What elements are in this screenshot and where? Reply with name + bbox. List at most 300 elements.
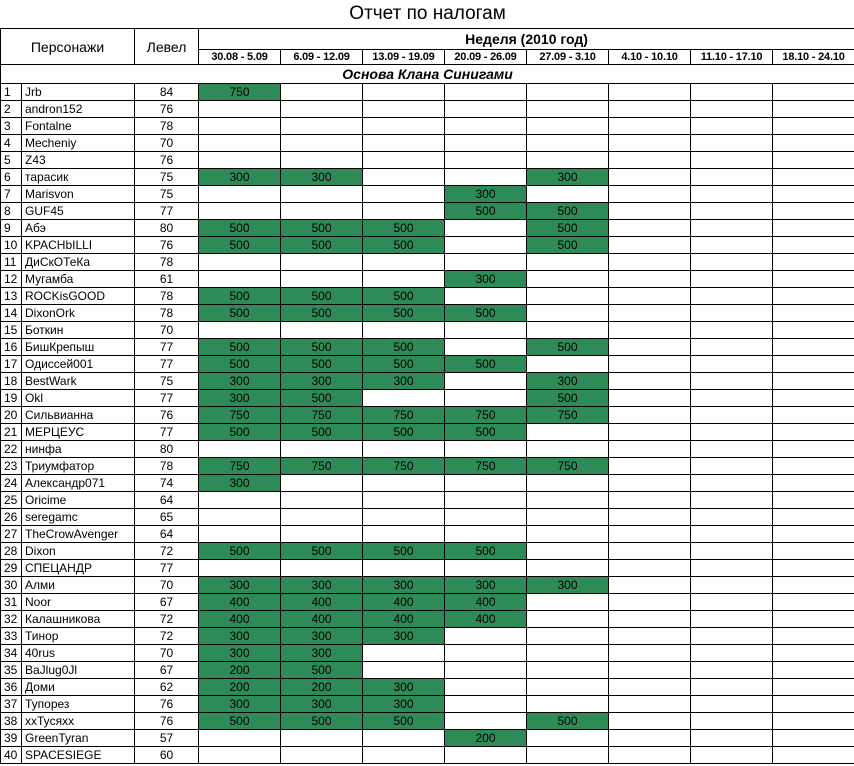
- tax-paid-cell: 300: [281, 373, 363, 390]
- character-level: 80: [135, 220, 199, 237]
- tax-empty-cell: [527, 118, 609, 135]
- character-level: 57: [135, 730, 199, 747]
- row-number: 1: [1, 84, 22, 101]
- character-name: ДиСкОТеКа: [22, 254, 135, 271]
- tax-empty-cell: [691, 560, 773, 577]
- tax-paid-cell: 400: [199, 611, 281, 628]
- tax-empty-cell: [281, 118, 363, 135]
- tax-empty-cell: [445, 560, 527, 577]
- character-level: 65: [135, 509, 199, 526]
- tax-empty-cell: [363, 441, 445, 458]
- tax-empty-cell: [527, 152, 609, 169]
- tax-empty-cell: [691, 322, 773, 339]
- character-name: МЕРЦЕУС: [22, 424, 135, 441]
- tax-empty-cell: [281, 560, 363, 577]
- tax-empty-cell: [527, 594, 609, 611]
- tax-empty-cell: [691, 594, 773, 611]
- tax-paid-cell: 500: [363, 237, 445, 254]
- tax-empty-cell: [445, 84, 527, 101]
- tax-empty-cell: [609, 203, 691, 220]
- tax-paid-cell: 750: [363, 407, 445, 424]
- tax-empty-cell: [691, 203, 773, 220]
- tax-empty-cell: [363, 203, 445, 220]
- tax-empty-cell: [609, 220, 691, 237]
- tax-empty-cell: [691, 101, 773, 118]
- tax-empty-cell: [445, 220, 527, 237]
- week-header: 20.09 - 26.09: [445, 50, 527, 65]
- character-level: 78: [135, 305, 199, 322]
- tax-paid-cell: 500: [363, 424, 445, 441]
- row-number: 19: [1, 390, 22, 407]
- character-level: 70: [135, 577, 199, 594]
- tax-empty-cell: [691, 611, 773, 628]
- table-row: [1, 169, 854, 186]
- character-level: 62: [135, 679, 199, 696]
- section-row: [1, 65, 854, 84]
- tax-paid-cell: 500: [445, 305, 527, 322]
- tax-paid-cell: 500: [281, 237, 363, 254]
- tax-paid-cell: 300: [199, 390, 281, 407]
- tax-empty-cell: [609, 679, 691, 696]
- tax-empty-cell: [691, 220, 773, 237]
- tax-empty-cell: [281, 271, 363, 288]
- character-name: 40rus: [22, 645, 135, 662]
- row-number: 33: [1, 628, 22, 645]
- tax-empty-cell: [691, 526, 773, 543]
- character-level: 84: [135, 84, 199, 101]
- tax-empty-cell: [281, 730, 363, 747]
- table-row: [1, 407, 854, 424]
- tax-empty-cell: [609, 509, 691, 526]
- tax-empty-cell: [773, 730, 854, 747]
- tax-empty-cell: [609, 611, 691, 628]
- tax-empty-cell: [691, 424, 773, 441]
- character-name: Калашникова: [22, 611, 135, 628]
- character-name: Доми: [22, 679, 135, 696]
- tax-empty-cell: [527, 662, 609, 679]
- tax-empty-cell: [199, 747, 281, 764]
- tax-paid-cell: 300: [363, 373, 445, 390]
- tax-paid-cell: 400: [445, 594, 527, 611]
- tax-paid-cell: 500: [199, 339, 281, 356]
- row-number: 34: [1, 645, 22, 662]
- tax-paid-cell: 750: [281, 407, 363, 424]
- tax-empty-cell: [691, 730, 773, 747]
- tax-empty-cell: [609, 628, 691, 645]
- tax-paid-cell: 500: [281, 424, 363, 441]
- tax-empty-cell: [527, 560, 609, 577]
- tax-empty-cell: [363, 747, 445, 764]
- tax-paid-cell: 500: [199, 713, 281, 730]
- tax-empty-cell: [609, 475, 691, 492]
- character-name: seregamc: [22, 509, 135, 526]
- row-number: 36: [1, 679, 22, 696]
- row-number: 20: [1, 407, 22, 424]
- tax-empty-cell: [445, 679, 527, 696]
- character-level: 76: [135, 696, 199, 713]
- row-number: 31: [1, 594, 22, 611]
- tax-paid-cell: 300: [363, 679, 445, 696]
- tax-paid-cell: 750: [527, 407, 609, 424]
- tax-empty-cell: [609, 169, 691, 186]
- tax-empty-cell: [199, 186, 281, 203]
- character-level: 80: [135, 441, 199, 458]
- tax-paid-cell: 500: [281, 356, 363, 373]
- tax-empty-cell: [527, 101, 609, 118]
- tax-empty-cell: [691, 662, 773, 679]
- character-name: BaJlug0Jl: [22, 662, 135, 679]
- character-level: 67: [135, 662, 199, 679]
- tax-empty-cell: [363, 322, 445, 339]
- tax-paid-cell: 300: [199, 373, 281, 390]
- character-name: Z43: [22, 152, 135, 169]
- report-title: Отчет по налогам: [349, 3, 506, 24]
- week-header: 13.09 - 19.09: [363, 50, 445, 65]
- tax-empty-cell: [691, 305, 773, 322]
- tax-empty-cell: [527, 526, 609, 543]
- table-row: [1, 152, 854, 169]
- row-number: 9: [1, 220, 22, 237]
- tax-paid-cell: 200: [199, 679, 281, 696]
- tax-empty-cell: [773, 424, 854, 441]
- tax-empty-cell: [773, 169, 854, 186]
- tax-empty-cell: [609, 390, 691, 407]
- tax-empty-cell: [773, 594, 854, 611]
- week-header: 4.10 - 10.10: [609, 50, 691, 65]
- tax-empty-cell: [609, 696, 691, 713]
- tax-paid-cell: 300: [281, 169, 363, 186]
- tax-empty-cell: [609, 424, 691, 441]
- character-level: 78: [135, 118, 199, 135]
- tax-empty-cell: [527, 186, 609, 203]
- row-number: 10: [1, 237, 22, 254]
- table-row: [1, 322, 854, 339]
- table-row: [1, 560, 854, 577]
- row-number: 6: [1, 169, 22, 186]
- character-name: GreenTyran: [22, 730, 135, 747]
- tax-empty-cell: [691, 152, 773, 169]
- tax-empty-cell: [281, 101, 363, 118]
- tax-empty-cell: [445, 509, 527, 526]
- row-number: 39: [1, 730, 22, 747]
- tax-paid-cell: 500: [527, 713, 609, 730]
- table-row: [1, 458, 854, 475]
- tax-empty-cell: [773, 373, 854, 390]
- tax-empty-cell: [691, 186, 773, 203]
- row-number: 8: [1, 203, 22, 220]
- table-row: [1, 475, 854, 492]
- tax-empty-cell: [445, 152, 527, 169]
- tax-paid-cell: 500: [199, 237, 281, 254]
- character-level: 60: [135, 747, 199, 764]
- character-level: 77: [135, 356, 199, 373]
- row-number: 25: [1, 492, 22, 509]
- tax-empty-cell: [281, 526, 363, 543]
- tax-empty-cell: [773, 577, 854, 594]
- tax-paid-cell: 500: [281, 339, 363, 356]
- tax-empty-cell: [773, 628, 854, 645]
- tax-paid-cell: 400: [281, 594, 363, 611]
- table-row: [1, 441, 854, 458]
- character-name: Dixon: [22, 543, 135, 560]
- table-row: [1, 645, 854, 662]
- tax-paid-cell: 300: [281, 628, 363, 645]
- tax-empty-cell: [199, 730, 281, 747]
- row-number: 21: [1, 424, 22, 441]
- tax-paid-cell: 300: [363, 577, 445, 594]
- tax-empty-cell: [445, 339, 527, 356]
- tax-empty-cell: [281, 441, 363, 458]
- tax-empty-cell: [773, 713, 854, 730]
- character-name: Okl: [22, 390, 135, 407]
- character-level: 75: [135, 373, 199, 390]
- character-name: xxTycяxx: [22, 713, 135, 730]
- tax-paid-cell: 750: [281, 458, 363, 475]
- character-name: Алми: [22, 577, 135, 594]
- table-row: [1, 509, 854, 526]
- tax-empty-cell: [773, 611, 854, 628]
- tax-empty-cell: [281, 84, 363, 101]
- tax-paid-cell: 400: [445, 611, 527, 628]
- tax-paid-cell: 750: [445, 407, 527, 424]
- character-name: Mecheniy: [22, 135, 135, 152]
- row-number: 13: [1, 288, 22, 305]
- tax-paid-cell: 200: [199, 662, 281, 679]
- tax-empty-cell: [445, 322, 527, 339]
- character-name: нинфа: [22, 441, 135, 458]
- tax-empty-cell: [691, 577, 773, 594]
- tax-paid-cell: 400: [281, 611, 363, 628]
- tax-paid-cell: 500: [527, 339, 609, 356]
- tax-empty-cell: [363, 186, 445, 203]
- week-header: 30.08 - 5.09: [199, 50, 281, 65]
- tax-paid-cell: 300: [281, 577, 363, 594]
- weeks-group-header: Неделя (2010 год): [199, 29, 854, 50]
- row-number: 26: [1, 509, 22, 526]
- tax-empty-cell: [773, 390, 854, 407]
- tax-empty-cell: [773, 288, 854, 305]
- title-row: [1, 0, 854, 29]
- tax-paid-cell: 200: [445, 730, 527, 747]
- tax-empty-cell: [199, 101, 281, 118]
- table-row: [1, 237, 854, 254]
- character-name: GUF45: [22, 203, 135, 220]
- row-number: 27: [1, 526, 22, 543]
- tax-empty-cell: [363, 390, 445, 407]
- tax-empty-cell: [773, 254, 854, 271]
- tax-paid-cell: 300: [199, 645, 281, 662]
- tax-paid-cell: 500: [527, 203, 609, 220]
- row-number: 2: [1, 101, 22, 118]
- tax-paid-cell: 300: [527, 373, 609, 390]
- tax-empty-cell: [281, 509, 363, 526]
- tax-empty-cell: [445, 713, 527, 730]
- tax-empty-cell: [445, 696, 527, 713]
- table-row: [1, 492, 854, 509]
- tax-empty-cell: [773, 356, 854, 373]
- character-level: 72: [135, 628, 199, 645]
- table-row: [1, 305, 854, 322]
- tax-empty-cell: [445, 254, 527, 271]
- tax-empty-cell: [691, 645, 773, 662]
- tax-empty-cell: [363, 730, 445, 747]
- character-level: 70: [135, 645, 199, 662]
- tax-empty-cell: [691, 747, 773, 764]
- tax-empty-cell: [609, 373, 691, 390]
- character-level: 61: [135, 271, 199, 288]
- tax-paid-cell: 300: [281, 696, 363, 713]
- tax-empty-cell: [527, 628, 609, 645]
- character-level: 78: [135, 288, 199, 305]
- tax-paid-cell: 500: [281, 288, 363, 305]
- tax-paid-cell: 500: [281, 220, 363, 237]
- tax-paid-cell: 500: [199, 220, 281, 237]
- tax-paid-cell: 500: [527, 220, 609, 237]
- tax-empty-cell: [363, 118, 445, 135]
- character-name: БишКрепыш: [22, 339, 135, 356]
- tax-empty-cell: [363, 101, 445, 118]
- tax-empty-cell: [199, 322, 281, 339]
- table-row: [1, 713, 854, 730]
- character-level: 67: [135, 594, 199, 611]
- tax-empty-cell: [609, 492, 691, 509]
- tax-empty-cell: [773, 84, 854, 101]
- tax-empty-cell: [527, 271, 609, 288]
- row-number: 30: [1, 577, 22, 594]
- tax-empty-cell: [773, 271, 854, 288]
- table-row: [1, 577, 854, 594]
- tax-empty-cell: [527, 288, 609, 305]
- character-level: 76: [135, 237, 199, 254]
- tax-empty-cell: [527, 543, 609, 560]
- tax-paid-cell: 300: [199, 628, 281, 645]
- tax-empty-cell: [445, 169, 527, 186]
- table-row: [1, 203, 854, 220]
- tax-empty-cell: [609, 254, 691, 271]
- tax-empty-cell: [445, 662, 527, 679]
- row-number: 35: [1, 662, 22, 679]
- character-level: 75: [135, 186, 199, 203]
- tax-paid-cell: 500: [445, 203, 527, 220]
- tax-paid-cell: 300: [445, 186, 527, 203]
- tax-empty-cell: [773, 407, 854, 424]
- character-name: Одиссей001: [22, 356, 135, 373]
- character-name: СПЕЦАНДР: [22, 560, 135, 577]
- tax-empty-cell: [609, 594, 691, 611]
- tax-empty-cell: [199, 271, 281, 288]
- character-name: Мугамба: [22, 271, 135, 288]
- character-name: Триумфатор: [22, 458, 135, 475]
- week-header: 11.10 - 17.10: [691, 50, 773, 65]
- tax-empty-cell: [691, 254, 773, 271]
- tax-paid-cell: 400: [199, 594, 281, 611]
- tax-empty-cell: [199, 152, 281, 169]
- character-level: 77: [135, 339, 199, 356]
- tax-empty-cell: [199, 441, 281, 458]
- tax-empty-cell: [445, 101, 527, 118]
- tax-empty-cell: [691, 84, 773, 101]
- table-row: [1, 543, 854, 560]
- tax-paid-cell: 500: [281, 543, 363, 560]
- row-number: 16: [1, 339, 22, 356]
- row-number: 22: [1, 441, 22, 458]
- character-name: TheCrowAvenger: [22, 526, 135, 543]
- character-name: Александр071: [22, 475, 135, 492]
- tax-empty-cell: [527, 84, 609, 101]
- table-row: [1, 339, 854, 356]
- tax-paid-cell: 750: [527, 458, 609, 475]
- tax-empty-cell: [445, 628, 527, 645]
- character-level: 64: [135, 492, 199, 509]
- tax-empty-cell: [609, 713, 691, 730]
- tax-empty-cell: [609, 152, 691, 169]
- tax-paid-cell: 300: [363, 628, 445, 645]
- character-level: 70: [135, 135, 199, 152]
- tax-empty-cell: [609, 747, 691, 764]
- tax-empty-cell: [281, 254, 363, 271]
- tax-empty-cell: [527, 611, 609, 628]
- tax-empty-cell: [281, 135, 363, 152]
- tax-empty-cell: [609, 186, 691, 203]
- tax-empty-cell: [773, 305, 854, 322]
- row-number: 12: [1, 271, 22, 288]
- tax-paid-cell: 500: [363, 305, 445, 322]
- tax-paid-cell: 750: [445, 458, 527, 475]
- tax-empty-cell: [609, 526, 691, 543]
- row-number: 23: [1, 458, 22, 475]
- table-row: [1, 628, 854, 645]
- tax-empty-cell: [609, 407, 691, 424]
- tax-empty-cell: [363, 560, 445, 577]
- tax-empty-cell: [363, 271, 445, 288]
- tax-empty-cell: [773, 679, 854, 696]
- tax-empty-cell: [773, 118, 854, 135]
- row-number: 4: [1, 135, 22, 152]
- tax-empty-cell: [527, 645, 609, 662]
- tax-empty-cell: [363, 645, 445, 662]
- tax-paid-cell: 500: [527, 237, 609, 254]
- character-level: 77: [135, 424, 199, 441]
- tax-empty-cell: [281, 492, 363, 509]
- tax-empty-cell: [527, 475, 609, 492]
- tax-empty-cell: [445, 475, 527, 492]
- tax-empty-cell: [445, 288, 527, 305]
- tax-empty-cell: [609, 271, 691, 288]
- header-row-1: [1, 29, 854, 50]
- tax-empty-cell: [773, 526, 854, 543]
- tax-paid-cell: 500: [445, 424, 527, 441]
- tax-paid-cell: 500: [199, 305, 281, 322]
- table-row: [1, 679, 854, 696]
- table-row: [1, 373, 854, 390]
- table-row: [1, 696, 854, 713]
- character-name: Fontalne: [22, 118, 135, 135]
- character-name: Тинор: [22, 628, 135, 645]
- character-name: BestWark: [22, 373, 135, 390]
- tax-paid-cell: 500: [445, 356, 527, 373]
- tax-empty-cell: [609, 356, 691, 373]
- tax-empty-cell: [527, 441, 609, 458]
- tax-empty-cell: [199, 560, 281, 577]
- tax-empty-cell: [691, 543, 773, 560]
- tax-empty-cell: [445, 373, 527, 390]
- character-name: тарасик: [22, 169, 135, 186]
- tax-empty-cell: [445, 747, 527, 764]
- tax-empty-cell: [609, 730, 691, 747]
- tax-paid-cell: 400: [363, 611, 445, 628]
- table-row: [1, 747, 854, 764]
- row-number: 17: [1, 356, 22, 373]
